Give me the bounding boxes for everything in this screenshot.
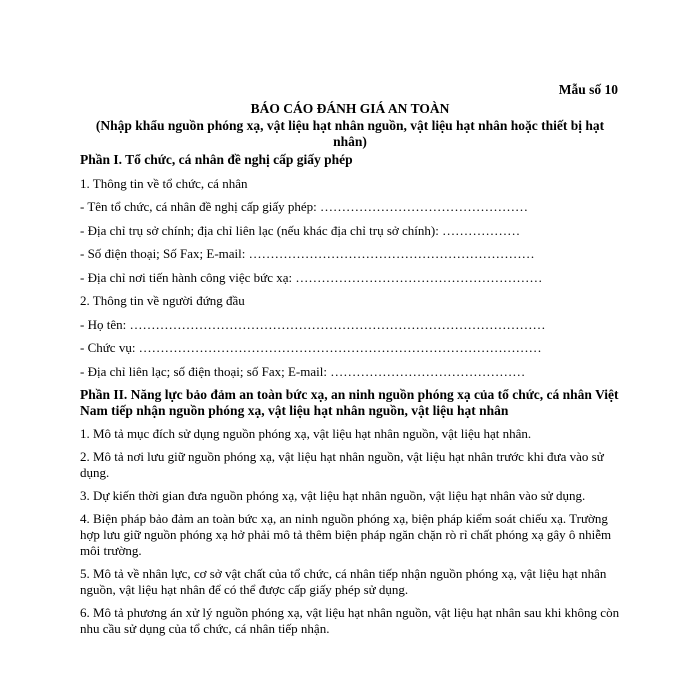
field-work-location: - Địa chỉ nơi tiến hành công việc bức xạ: ………………………………………………… bbox=[80, 269, 543, 285]
field-head-position: - Chức vụ: ………………………………………………………………………………… bbox=[80, 340, 542, 355]
field-org-address: - Địa chỉ trụ sở chính; địa chỉ liên lạc (nếu khác địa chỉ trụ sở chính): ……………… bbox=[80, 222, 521, 238]
title-block bbox=[80, 101, 620, 150]
section2-title: 2. Thông tin về người đứng đầu bbox=[80, 293, 245, 308]
field-org-contact: - Số điện thoại; Số Fax; E-mail: ………………………………………………………… bbox=[80, 246, 535, 261]
section1-title: 1. Thông tin về tổ chức, cá nhân bbox=[80, 175, 248, 191]
field-org-name: - Tên tổ chức, cá nhân đề nghị cấp giấy phép: ………………………………………… bbox=[80, 199, 528, 214]
field-head-name: - Họ tên: …………………………………………………………………………………… bbox=[80, 316, 546, 332]
part2-item-4: 4. Biện pháp bảo đảm an toàn bức xạ, an ninh nguồn phóng xạ, biện pháp kiểm soát chiếu xạ. Trường hợp lưu giữ nguồn phóng xạ hở phải mô tả thêm biện pháp ngăn chặn rò rỉ chất phóng xạ gây ô nhiễm môi trường. bbox=[80, 511, 612, 558]
document-subtitle: (Nhập khẩu nguồn phóng xạ, vật liệu hạt nhân nguồn, vật liệu hạt nhân hoặc thiết bị hạt nhân) bbox=[95, 118, 605, 149]
part2-item-2: 2. Mô tả nơi lưu giữ nguồn phóng xạ, vật liệu hạt nhân nguồn, vật liệu hạt nhân trước khi đưa vào sử dụng. bbox=[80, 449, 604, 480]
part2-item-1: 1. Mô tả mục đích sử dụng nguồn phóng xạ, vật liệu hạt nhân nguồn, vật liệu hạt nhân. bbox=[80, 426, 532, 441]
document-title: BÁO CÁO ĐÁNH GIÁ AN TOÀN bbox=[250, 101, 450, 116]
part1-heading: Phần I. Tổ chức, cá nhân đề nghị cấp giấy phép bbox=[80, 152, 353, 167]
document-body bbox=[80, 152, 620, 644]
part2-item-3: 3. Dự kiến thời gian đưa nguồn phóng xạ, vật liệu hạt nhân nguồn, vật liệu hạt nhân vào sử dụng. bbox=[80, 488, 586, 503]
part2-item-5: 5. Mô tả về nhân lực, cơ sở vật chất của tổ chức, cá nhân tiếp nhận nguồn phóng xạ, vật liệu hạt nhân nguồn, vật liệu hạt nhân để có thể được cấp giấy phép sử dụng. bbox=[80, 566, 607, 597]
part2-item-6: 6. Mô tả phương án xử lý nguồn phóng xạ, vật liệu hạt nhân nguồn, vật liệu hạt nhân sau khi không còn nhu cầu sử dụng của tổ chức, cá nhân tiếp nhận. bbox=[80, 605, 620, 636]
field-head-contact: - Địa chỉ liên lạc; số điện thoại; số Fax; E-mail: ……………………………………… bbox=[80, 363, 526, 379]
part2-heading: Phần II. Năng lực bảo đảm an toàn bức xạ, an ninh nguồn phóng xạ của tổ chức, cá nhân Việt Nam tiếp nhận nguồn phóng xạ, vật liệu hạt nhân nguồn, vật liệu hạt nhân bbox=[80, 387, 619, 418]
form-number: Mẫu số 10 bbox=[558, 82, 618, 97]
